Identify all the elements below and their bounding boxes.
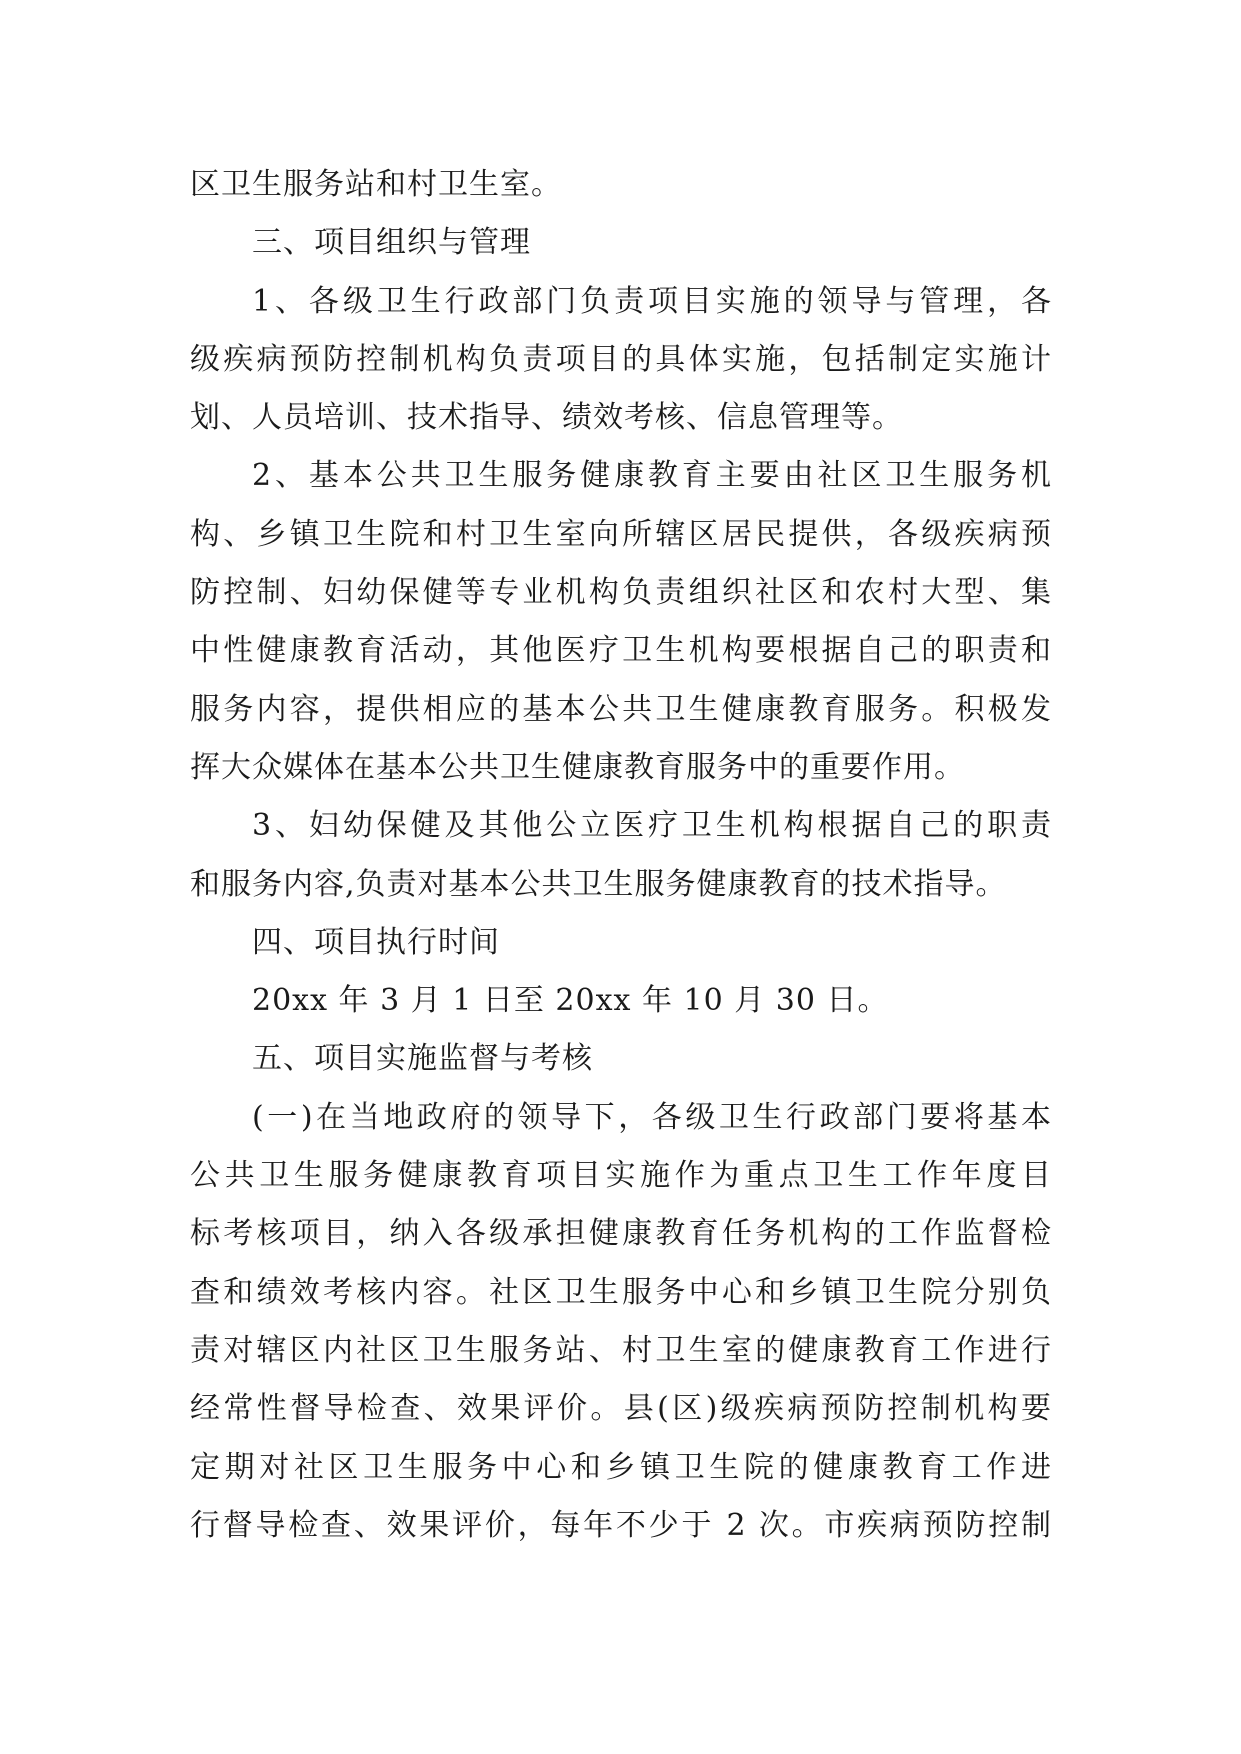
- text-line: (一)在当地政府的领导下，各级卫生行政部门要将基本: [252, 1099, 1052, 1135]
- section-heading: 三、项目组织与管理: [252, 225, 531, 261]
- section-heading: 四、项目执行时间: [252, 924, 500, 960]
- text-line: 公共卫生服务健康教育项目实施作为重点卫生工作年度目: [190, 1158, 1052, 1194]
- text-line: 经常性督导检查、效果评价。县(区)级疾病预防控制机构要: [190, 1391, 1052, 1427]
- text-line: 和服务内容,负责对基本公共卫生服务健康教育的技术指导。: [190, 866, 1007, 902]
- text-line: 行督导检查、效果评价，每年不少于 2 次。市疾病预防控制: [190, 1507, 1052, 1543]
- text-line: 3、妇幼保健及其他公立医疗卫生机构根据自己的职责: [252, 808, 1052, 844]
- text-line: 挥大众媒体在基本公共卫生健康教育服务中的重要作用。: [190, 749, 965, 785]
- text-line: 定期对社区卫生服务中心和乡镇卫生院的健康教育工作进: [190, 1449, 1052, 1485]
- text-line: 区卫生服务站和村卫生室。: [190, 167, 562, 202]
- text-line: 20xx 年 3 月 1 日至 20xx 年 10 月 30 日。: [252, 983, 889, 1019]
- text-line: 标考核项目，纳入各级承担健康教育任务机构的工作监督检: [190, 1216, 1052, 1252]
- text-line: 责对辖区内社区卫生服务站、村卫生室的健康教育工作进行: [190, 1332, 1052, 1368]
- text-line: 级疾病预防控制机构负责项目的具体实施，包括制定实施计: [190, 341, 1052, 377]
- section-heading: 五、项目实施监督与考核: [252, 1041, 593, 1077]
- text-line: 2、基本公共卫生服务健康教育主要由社区卫生服务机: [252, 458, 1052, 494]
- text-line: 构、乡镇卫生院和村卫生室向所辖区居民提供，各级疾病预: [190, 516, 1052, 552]
- text-line: 划、人员培训、技术指导、绩效考核、信息管理等。: [190, 400, 903, 436]
- text-line: 查和绩效考核内容。社区卫生服务中心和乡镇卫生院分别负: [190, 1274, 1052, 1310]
- text-line: 防控制、妇幼保健等专业机构负责组织社区和农村大型、集: [190, 575, 1052, 611]
- text-line: 服务内容，提供相应的基本公共卫生健康教育服务。积极发: [190, 691, 1052, 727]
- text-line: 中性健康教育活动，其他医疗卫生机构要根据自己的职责和: [190, 633, 1052, 669]
- text-line: 1、各级卫生行政部门负责项目实施的领导与管理，各: [252, 283, 1052, 319]
- document-body: [190, 156, 1052, 1555]
